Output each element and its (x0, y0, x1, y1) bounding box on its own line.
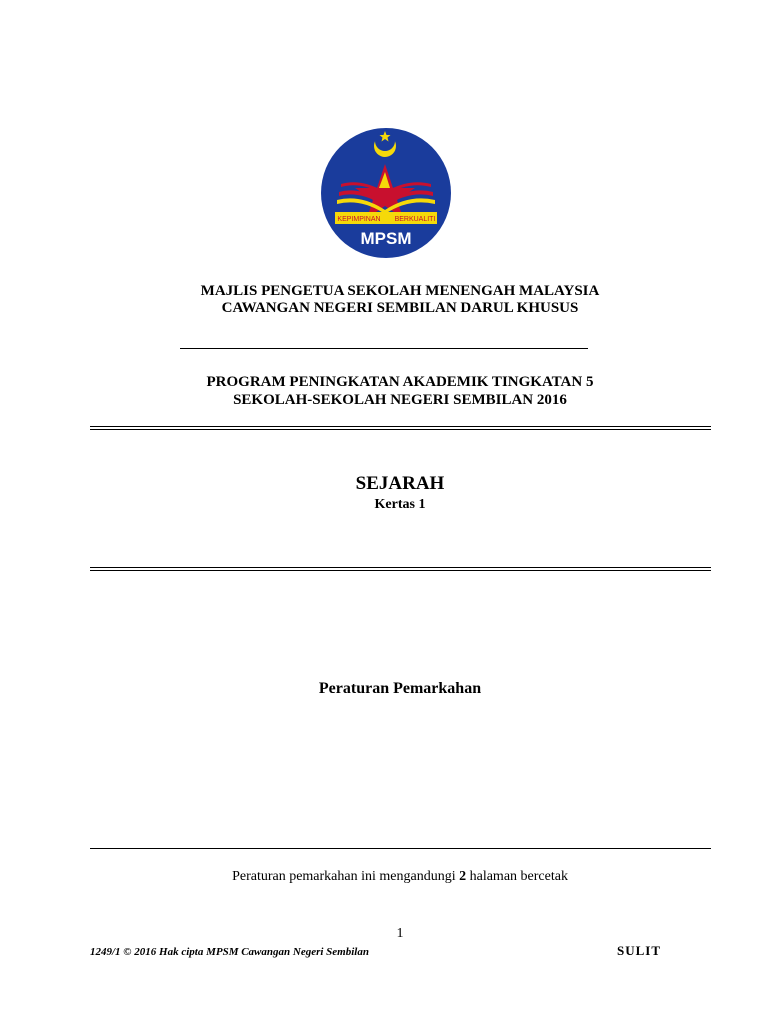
footer-divider (90, 848, 711, 849)
page-note-count: 2 (459, 869, 467, 884)
organization-divider (180, 348, 588, 349)
logo-banner-left: KEPIMPINAN (337, 216, 381, 223)
footer-copyright: 1249/1 © 2016 Hak cipta MPSM Cawangan Negeri Sembilan (90, 946, 369, 958)
page-note-suffix: halaman bercetak (469, 869, 568, 884)
page-note-prefix: Peraturan pemarkahan ini mengandungi (232, 869, 456, 884)
header-rule-bottom-b (90, 570, 711, 571)
organization-line-2: CAWANGAN NEGERI SEMBILAN DARUL KHUSUS (221, 300, 579, 316)
mpsm-logo (319, 126, 453, 260)
subject-title: SEJARAH (355, 473, 445, 494)
logo-acronym: MPSM (360, 229, 412, 248)
logo-banner-right: BERKUALITI (394, 216, 436, 223)
subject-paper: Kertas 1 (374, 497, 426, 512)
program-line-1: PROGRAM PENINGKATAN AKADEMIK TINGKATAN 5 (206, 374, 594, 390)
page-count-note (0, 869, 768, 885)
header-rule-top-a (90, 426, 711, 427)
mpsm-emblem-icon (319, 126, 453, 260)
organization-line-1: MAJLIS PENGETUA SEKOLAH MENENGAH MALAYSIA (200, 283, 600, 299)
page-number: 1 (396, 926, 404, 941)
header-rule-top-b (90, 429, 711, 430)
document-type: Peraturan Pemarkahan (318, 680, 482, 697)
header-rule-bottom-a (90, 567, 711, 568)
program-line-2: SEKOLAH-SEKOLAH NEGERI SEMBILAN 2016 (233, 392, 567, 408)
footer-classification: SULIT (617, 943, 662, 958)
